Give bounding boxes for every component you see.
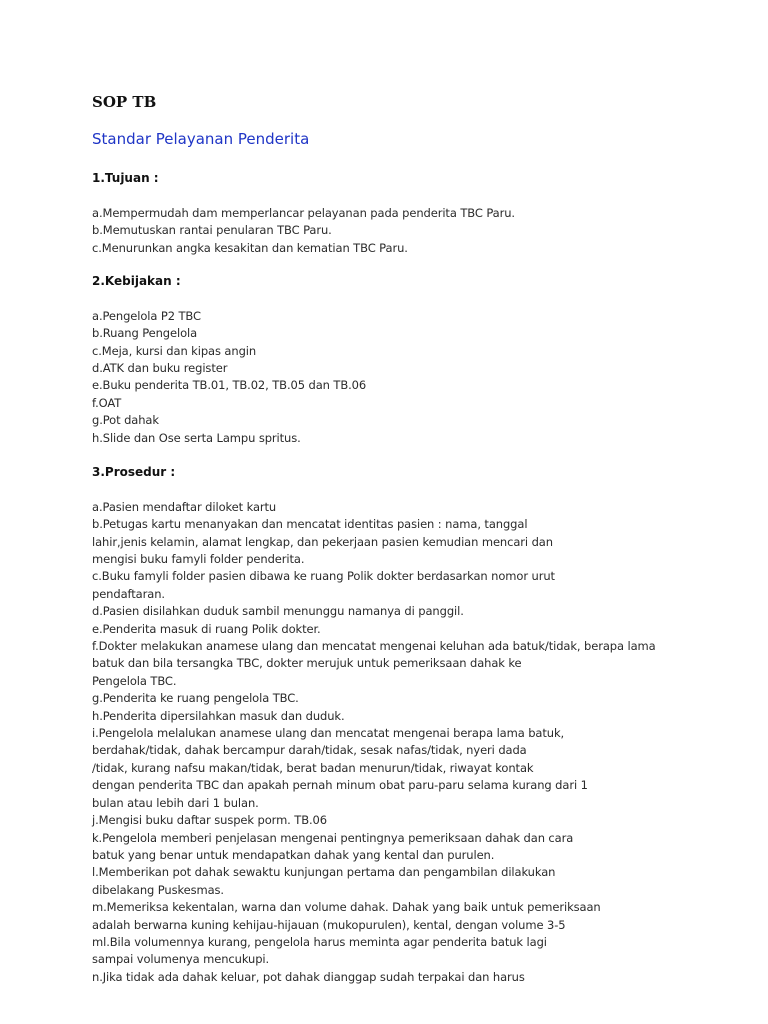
document-title: SOP TB <box>92 93 157 111</box>
text-line: l.Memberikan pot dahak sewaktu kunjungan pertama dan pengambilan dilakukan <box>92 865 556 880</box>
text-line: /tidak, kurang nafsu makan/tidak, berat badan menurun/tidak, riwayat kontak <box>92 760 534 775</box>
text-line: g.Pot dahak <box>92 413 159 428</box>
document-subtitle: Standar Pelayanan Penderita <box>92 130 310 148</box>
text-line: f.Dokter melakukan anamese ulang dan mencatat mengenai keluhan ada batuk/tidak, berapa lama <box>92 639 656 654</box>
section-lines <box>92 499 656 986</box>
text-line: bulan atau lebih dari 1 bulan. <box>92 795 259 810</box>
section-prosedur <box>92 464 656 986</box>
text-line: mengisi buku famyli folder penderita. <box>92 552 305 567</box>
text-line: g.Penderita ke ruang pengelola TBC. <box>92 691 299 706</box>
text-line: Pengelola TBC. <box>92 673 177 688</box>
text-line: dengan penderita TBC dan apakah pernah minum obat paru-paru selama kurang dari 1 <box>92 778 588 793</box>
section-heading: 1.Tujuan : <box>92 171 159 185</box>
section-heading: 2.Kebijakan : <box>92 274 181 288</box>
text-line: adalah berwarna kuning kehijau-hijauan (mukopurulen), kental, dengan volume 3-5 <box>92 917 566 932</box>
text-line: d.Pasien disilahkan duduk sambil menunggu namanya di panggil. <box>92 604 464 619</box>
text-line: h.Penderita dipersilahkan masuk dan duduk. <box>92 708 345 723</box>
text-line: h.Slide dan Ose serta Lampu spritus. <box>92 430 301 445</box>
text-line: dibelakang Puskesmas. <box>92 882 224 897</box>
section-lines <box>92 205 515 257</box>
text-line: a.Pengelola P2 TBC <box>92 308 201 323</box>
text-line: e.Penderita masuk di ruang Polik dokter. <box>92 621 321 636</box>
text-line: n.Jika tidak ada dahak keluar, pot dahak dianggap sudah terpakai dan harus <box>92 969 525 984</box>
text-line: d.ATK dan buku register <box>92 361 228 376</box>
text-line: f.OAT <box>92 395 122 410</box>
text-line: i.Pengelola melalukan anamese ulang dan mencatat mengenai berapa lama batuk, <box>92 726 565 741</box>
text-line: berdahak/tidak, dahak bercampur darah/tidak, sesak nafas/tidak, nyeri dada <box>92 743 527 758</box>
text-line: b.Memutuskan rantai penularan TBC Paru. <box>92 223 332 238</box>
text-line: k.Pengelola memberi penjelasan mengenai pentingnya pemeriksaan dahak dan cara <box>92 830 574 845</box>
section-kebijakan <box>92 273 366 447</box>
text-line: batuk yang benar untuk mendapatkan dahak yang kental dan purulen. <box>92 847 495 862</box>
text-line: lahir,jenis kelamin, alamat lengkap, dan pekerjaan pasien kemudian mencari dan <box>92 534 553 549</box>
text-line: b.Ruang Pengelola <box>92 326 198 341</box>
section-tujuan <box>92 170 515 257</box>
text-line: batuk dan bila tersangka TBC, dokter merujuk untuk pemeriksaan dahak ke <box>92 656 522 671</box>
text-line: pendaftaran. <box>92 586 165 601</box>
text-line: c.Buku famyli folder pasien dibawa ke ruang Polik dokter berdasarkan nomor urut <box>92 569 555 584</box>
text-line: c.Meja, kursi dan kipas angin <box>92 343 257 358</box>
section-heading: 3.Prosedur : <box>92 465 176 479</box>
text-line: c.Menurunkan angka kesakitan dan kematian TBC Paru. <box>92 240 408 255</box>
text-line: m.Memeriksa kekentalan, warna dan volume dahak. Dahak yang baik untuk pemeriksaan <box>92 900 601 915</box>
text-line: j.Mengisi buku daftar suspek porm. TB.06 <box>92 813 327 828</box>
text-line: a.Mempermudah dam memperlancar pelayanan pada penderita TBC Paru. <box>92 205 515 220</box>
text-line: e.Buku penderita TB.01, TB.02, TB.05 dan TB.06 <box>92 378 367 393</box>
section-lines <box>92 308 366 447</box>
text-line: b.Petugas kartu menanyakan dan mencatat identitas pasien : nama, tanggal <box>92 517 528 532</box>
text-line: ml.Bila volumennya kurang, pengelola harus meminta agar penderita batuk lagi <box>92 934 547 949</box>
text-line: sampai volumenya mencukupi. <box>92 952 270 967</box>
text-line: a.Pasien mendaftar diloket kartu <box>92 499 277 514</box>
